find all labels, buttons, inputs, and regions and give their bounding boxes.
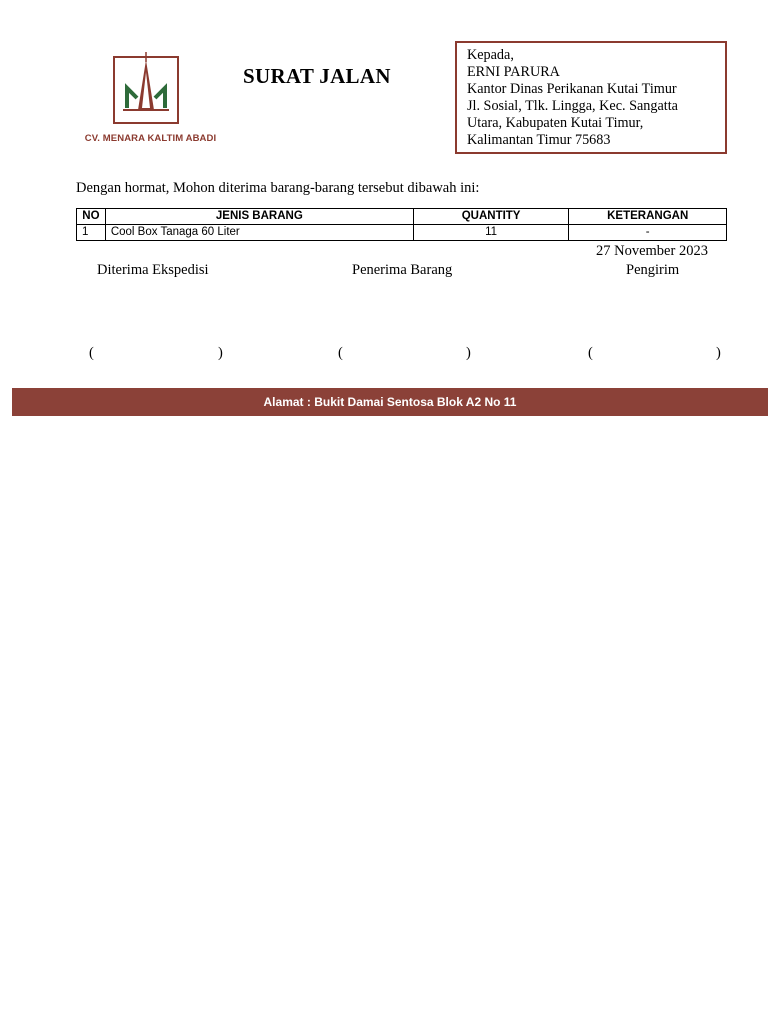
signature-open-paren: ( — [89, 345, 94, 361]
signature-label-pengirim: Pengirim — [626, 262, 680, 278]
signature-close-paren: ) — [466, 345, 471, 361]
signature-open-paren: ( — [588, 345, 593, 361]
intro-text: Dengan hormat, Mohon diterima barang-barang tersebut dibawah ini: — [76, 180, 480, 196]
signature-label-penerima: Penerima Barang — [352, 262, 453, 278]
recipient-line: Utara, Kabupaten Kutai Timur, — [467, 114, 644, 131]
table-row — [77, 225, 727, 241]
table-header-row — [77, 209, 727, 225]
cell-no: 1 — [77, 225, 106, 241]
recipient-line: ERNI PARURA — [467, 63, 560, 80]
header-quantity: QUANTITY — [413, 209, 569, 225]
cell-jenis-barang: Cool Box Tanaga 60 Liter — [105, 225, 413, 241]
recipient-line: Kantor Dinas Perikanan Kutai Timur — [467, 80, 677, 97]
header-keterangan: KETERANGAN — [569, 209, 727, 225]
header-jenis-barang: JENIS BARANG — [105, 209, 413, 225]
items-table — [76, 208, 727, 241]
recipient-line: Kepada, — [467, 47, 514, 63]
cell-keterangan: - — [569, 225, 727, 241]
signature-label-expedisi: Diterima Ekspedisi — [97, 262, 209, 278]
document-date: 27 November 2023 — [596, 243, 708, 259]
signature-close-paren: ) — [716, 345, 721, 361]
cell-quantity: 11 — [413, 225, 569, 241]
recipient-line: Jl. Sosial, Tlk. Lingga, Kec. Sangatta — [467, 97, 678, 114]
footer-address: Alamat : Bukit Damai Sentosa Blok A2 No 11 — [263, 395, 517, 409]
company-logo — [78, 50, 223, 150]
company-name: CV. MENARA KALTIM ABADI — [84, 133, 217, 144]
recipient-box — [455, 41, 727, 154]
recipient-line: Kalimantan Timur 75683 — [467, 131, 611, 148]
signature-open-paren: ( — [338, 345, 343, 361]
header-no: NO — [77, 209, 106, 225]
document-title: SURAT JALAN — [243, 64, 391, 88]
signature-close-paren: ) — [218, 345, 223, 361]
tower-m-logo-icon — [113, 50, 179, 126]
footer-address-bar — [12, 388, 768, 416]
